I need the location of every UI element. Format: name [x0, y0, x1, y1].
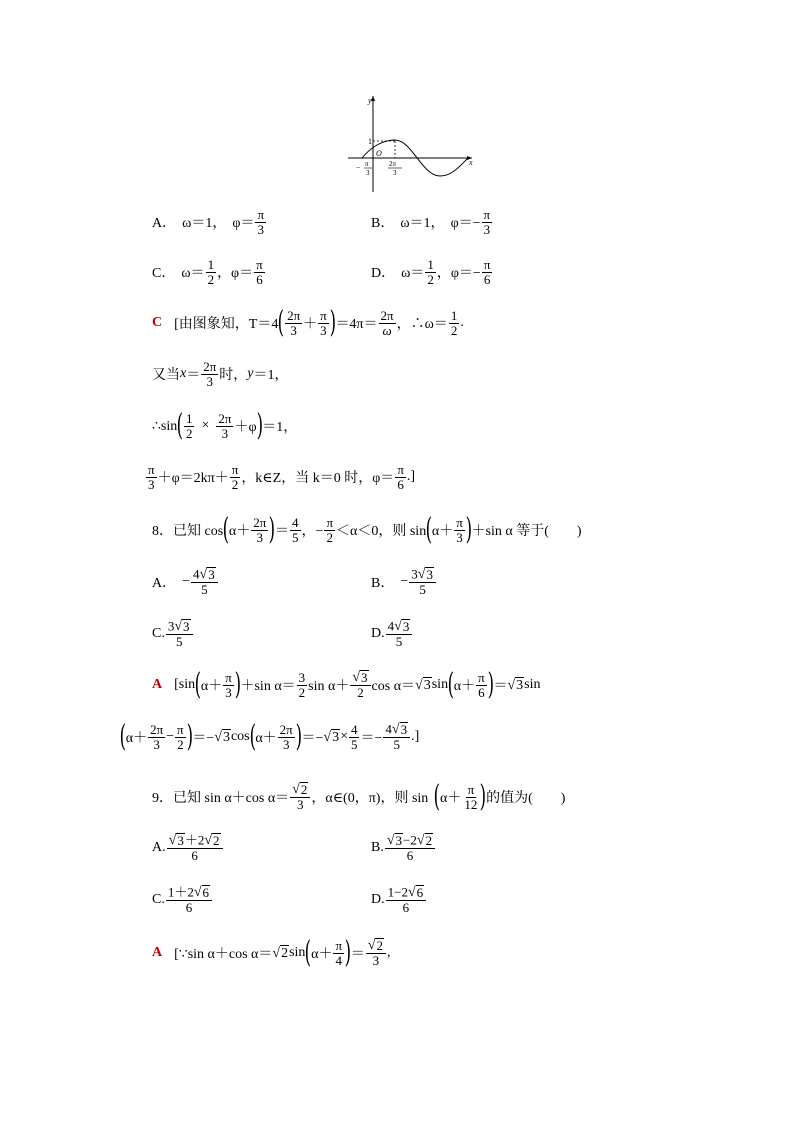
q9-option-a: A. √ 3 ＋2 √ 2 6	[152, 833, 224, 863]
graph-x-label: x	[469, 158, 473, 167]
q9-option-d: D. 1−2 √ 6 6	[371, 885, 427, 915]
q8-option-d: D. 4 √ 3 5	[371, 619, 413, 649]
q7-solution-line1: C [由图象知，T＝4 ( $\frac{2\pi}{3}$ ＋ $\frac{\pi}{3}$ ) ＝4π＝ $\frac{2\pi}{\omega}$ ，∴ω＝ $\frac{1}{2}$ .	[152, 305, 464, 340]
graph-one-label: 1	[368, 137, 372, 146]
q7-solution-line3: ∴sin ( $\frac{1}{2}$ × $\frac{2\pi}{3}$ ＋φ ) ＝1，	[152, 408, 298, 443]
q7-option-d: D． ω＝ $\frac{1}{2}$ ，φ＝− $\frac{\pi}{6}$	[371, 257, 491, 287]
graph-pos-den: 3	[393, 169, 397, 177]
q7-answer: C	[152, 315, 163, 330]
q8-solution-line1: A [sin ( α＋ $\frac{\pi}{3}$ ) ＋sin α＝ $\frac{3}{2}$ sin α＋ √ 3 2 cos α＝ √ 3 sin ( α＋ $\frac{\pi}{6}$ ) ＝ √ 3 sin	[152, 667, 541, 702]
q8-solution-line2: ( α＋ $\frac{2\pi}{3}$ − $\frac{\pi}{2}$ ) ＝− √ 3 cos ( α＋ $\frac{2\pi}{3}$ ) ＝− √ 3 × $\frac{4}{5}$ ＝− 4 √ 3 5 .]	[119, 719, 420, 754]
graph-neg-den: 3	[366, 169, 370, 177]
q9-stem: 9．已知 sin α＋cos α＝ √ 2 3 ，α∈(0，π)，则 sin ( α＋ $\frac{\pi}{12}$ ) 的值为( )	[152, 779, 566, 814]
q7-solution-line2: 又当 x ＝ $\frac{2\pi}{3}$ 时， y ＝1，	[152, 359, 289, 389]
q7-option-a: A． ω＝1， φ＝ $\frac{\pi}{3}$	[152, 207, 265, 237]
q9-option-c: C. 1＋2 √ 6 6	[152, 885, 213, 915]
graph-pos-num: 2π	[389, 160, 397, 168]
q8-option-a: A． − 4 √ 3 5	[152, 567, 219, 597]
graph-origin-label: O	[376, 149, 382, 158]
sine-graph	[340, 90, 480, 195]
q7-solution-line4: $\frac{\pi}{3}$ ＋φ＝2kπ＋ $\frac{\pi}{2}$ ，k∈Z，当 k＝0 时，φ＝ $\frac{\pi}{6}$ .]	[148, 462, 416, 492]
q8-option-b: B． − 3 √ 3 5	[371, 567, 437, 597]
graph-y-label: y	[368, 96, 372, 105]
q8-answer: A	[152, 677, 163, 692]
q9-option-b: B. √ 3 −2 √ 2 6	[371, 833, 436, 863]
graph-neg-sign: −	[356, 163, 361, 172]
q9-answer: A	[152, 945, 163, 960]
q7-option-c: C． ω＝ $\frac{1}{2}$ ，φ＝ $\frac{\pi}{6}$	[152, 257, 263, 287]
q9-solution-line1: A [∵sin α＋cos α＝ √ 2 sin ( α＋ $\frac{\pi}{4}$ ) ＝ √ 2 3 ,	[152, 935, 391, 970]
graph-neg-num: π	[365, 160, 369, 168]
q8-stem: 8．已知 cos ( α＋ $\frac{2\pi}{3}$ ) ＝ $\frac{4}{5}$ ，− $\frac{\pi}{2}$ ＜α＜0，则 sin ( α＋ $\frac{\pi}{3}$ ) ＋sin α 等于( )	[152, 512, 582, 547]
q8-option-c: C. 3 √ 3 5	[152, 619, 194, 649]
q7-option-b: B． ω＝1， φ＝− $\frac{\pi}{3}$	[371, 207, 491, 237]
